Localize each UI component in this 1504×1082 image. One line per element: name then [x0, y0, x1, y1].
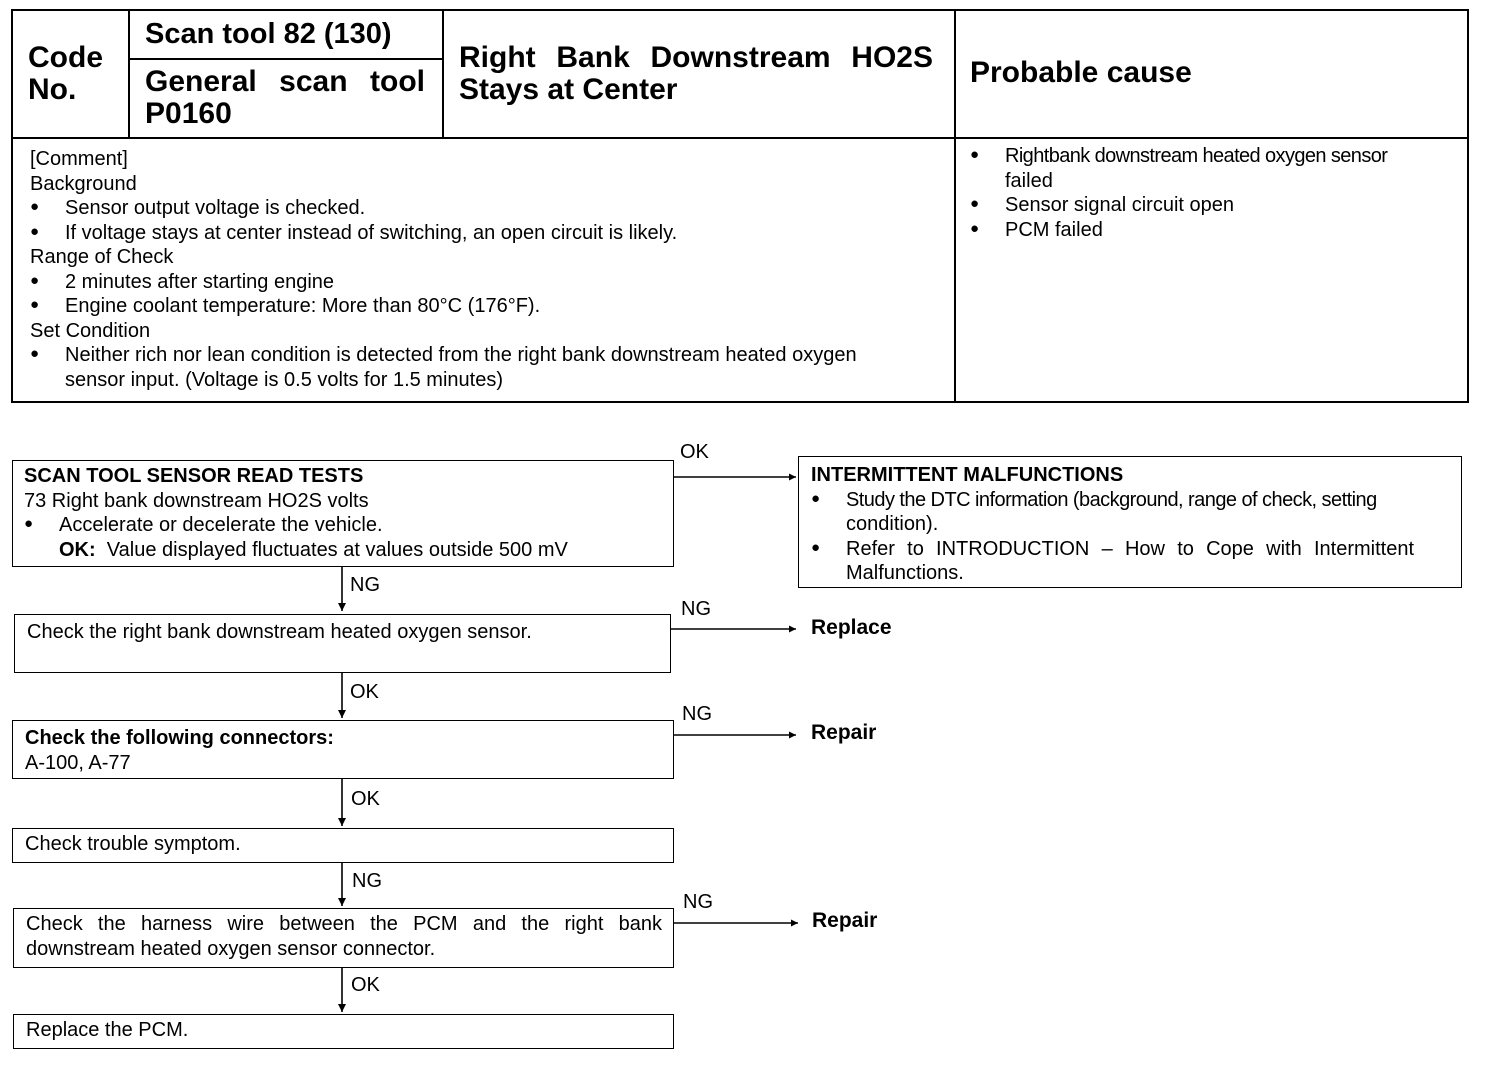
background-label: Background [30, 172, 137, 195]
check-harness-wire-box [13, 908, 674, 968]
step5-text-line2: downstream heated oxygen sensor connector. [26, 937, 436, 960]
code-no-label: Code No. [28, 41, 103, 106]
range-item: ● 2 minutes after starting engine [30, 270, 945, 295]
check-connectors-box [12, 720, 674, 779]
comment-label: [Comment] [30, 148, 128, 170]
ng-label: NG [681, 598, 711, 620]
intermittent-bullet: ● Study the DTC information (background, range of check, setting condition). [811, 488, 1461, 537]
range-item: ● Engine coolant temperature: More than 80°C (176°F). [30, 294, 945, 319]
replace-result: Replace [811, 616, 892, 639]
set-condition-label: Set Condition [30, 319, 151, 342]
step3-title: Check the following connectors: [25, 727, 334, 749]
step3-connectors: A-100, A-77 [25, 751, 131, 774]
cause-item: ● PCM failed [970, 218, 1460, 243]
dtc-title: Right Bank Downstream HO2S Stays at Center [459, 41, 933, 106]
step1-item: 73 Right bank downstream HO2S volts [24, 489, 369, 512]
check-trouble-symptom-box [12, 828, 674, 863]
set-condition-item: ● Neither rich nor lean condition is detected from the right bank downstream heated oxygen sensor input. (Voltage is 0.5 volts for 1.5 minutes) [30, 343, 945, 392]
step1-bullet: ● Accelerate or decelerate the vehicle. [24, 513, 673, 538]
step4-text: Check trouble symptom. [25, 833, 241, 855]
replace-pcm-box [13, 1014, 674, 1049]
ok-label: OK [350, 681, 379, 703]
ok-label: OK [351, 974, 380, 996]
probable-cause-label: Probable cause [970, 56, 1192, 89]
scan-tool-code: Scan tool 82 (130) [145, 18, 392, 50]
ng-label: NG [683, 891, 713, 913]
background-item: ● Sensor output voltage is checked. [30, 196, 945, 221]
ok-label: OK [351, 788, 380, 810]
cause-item: ● Sensor signal circuit open [970, 193, 1460, 218]
ng-label: NG [682, 703, 712, 725]
step6-text: Replace the PCM. [26, 1019, 189, 1041]
ok-label: OK [680, 441, 709, 463]
repair-result: Repair [812, 909, 878, 932]
step2-text: Check the right bank downstream heated oxygen sensor. [27, 621, 532, 643]
general-scan-tool-code: General scan tool P0160 [145, 65, 425, 130]
background-item: ● If voltage stays at center instead of switching, an open circuit is likely. [30, 221, 945, 246]
check-oxygen-sensor-box [14, 614, 671, 673]
intermittent-title: INTERMITTENT MALFUNCTIONS [811, 464, 1124, 486]
step5-text-line1: Check the harness wire between the PCM and the right bank [26, 913, 662, 935]
scan-tool-read-tests-box [12, 460, 674, 567]
range-of-check-label: Range of Check [30, 246, 174, 268]
cause-item: ● Rightbank downstream heated oxygen sensor failed [970, 144, 1460, 193]
intermittent-malfunctions-box [798, 456, 1462, 588]
step1-ok-condition: OK: Value displayed fluctuates at values outside 500 mV [59, 538, 568, 561]
step1-title: SCAN TOOL SENSOR READ TESTS [24, 465, 364, 487]
ng-label: NG [350, 574, 380, 596]
intermittent-bullet: ● Refer to INTRODUCTION – How to Cope with Intermittent Malfunctions. [811, 537, 1461, 586]
ng-label: NG [352, 870, 382, 892]
repair-result: Repair [811, 721, 877, 744]
